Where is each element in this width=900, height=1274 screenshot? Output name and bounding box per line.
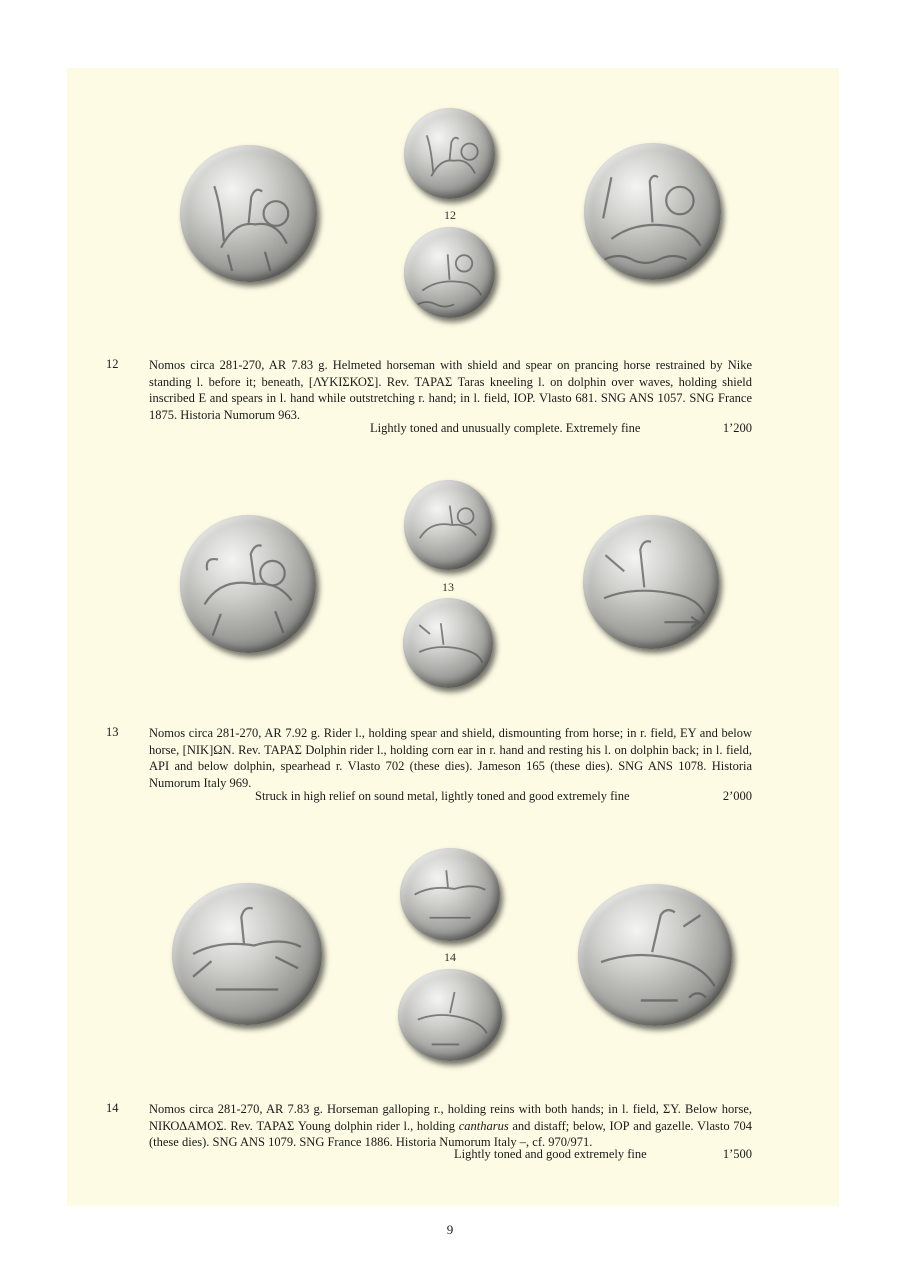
coin-14-obverse-large <box>172 883 322 1025</box>
page-number: 9 <box>446 1222 454 1237</box>
coin-12-label: 12 <box>444 208 456 222</box>
coin-13-label: 13 <box>442 580 454 594</box>
lot-14-desc-part2: and distaff; below, ΙΟΡ and gazelle. Vlasto 704 (these dies). SNG ANS 1079. SNG France 1886. Historia Numorum Italy –, cf. 970/971. <box>149 1118 752 1149</box>
coin-13-reverse-large <box>583 515 719 649</box>
lot-12-description <box>149 357 752 423</box>
coin-13-obverse-large <box>180 515 316 653</box>
coin-14-reverse-large <box>578 884 732 1026</box>
lot-12-number: 12 <box>106 357 119 371</box>
lot-14-description <box>149 1101 752 1151</box>
lot-14-desc-italic: cantharus <box>458 1118 509 1133</box>
lot-12-price: 1’200 <box>722 421 752 435</box>
lot-14-condition: Lightly toned and good extremely fine <box>454 1147 647 1161</box>
lot-13-number: 13 <box>106 725 119 739</box>
coin-14-obverse-small <box>400 848 500 941</box>
coin-12-reverse-small <box>404 227 495 318</box>
coin-13-reverse-small <box>403 598 493 688</box>
coin-12-reverse-large <box>584 143 721 280</box>
coin-14-reverse-small <box>398 969 502 1061</box>
lot-14-number: 14 <box>106 1101 119 1115</box>
lot-13-price: 2’000 <box>722 789 752 803</box>
lot-14-price: 1’500 <box>722 1147 752 1161</box>
lot-13-condition: Struck in high relief on sound metal, lightly toned and good extremely fine <box>255 789 630 803</box>
lot-12-description-text: Nomos circa 281-270, AR 7.83 g. Helmeted horseman with shield and spear on prancing horse restrained by Nike standing l. before it; beneath, [ΛΥΚΙΣΚΟΣ]. Rev. ΤΑΡΑΣ Taras kneeling l. on dolphin over waves, holding shield inscribed E and spears in l. hand while outstretching r. hand; in l. field, ΙΟΡ. Vlasto 681. SNG ANS 1057. SNG France 1875. Historia Numorum 963. <box>149 358 752 422</box>
coin-14-label: 14 <box>444 950 456 964</box>
lot-14-desc-part1: Nomos circa 281-270, AR 7.83 g. Horseman galloping r., holding reins with both hands; in l. field, ΣΥ. Below horse, ΝΙΚΟΔΑΜΟΣ. Rev. ΤΑΡΑΣ Young dolphin rider l., holding <box>149 1102 752 1133</box>
coin-12-obverse-small <box>404 108 495 199</box>
lot-13-description-text: Nomos circa 281-270, AR 7.92 g. Rider l., holding spear and shield, dismounting from horse; in r. field, EY and below horse, [ΝΙΚ]ΩΝ. Rev. ΤΑΡΑΣ Dolphin rider l., holding corn ear in r. hand and resting his l. on dolphin back; in l. field, ΑΡΙ and below dolphin, spearhead r. Vlasto 702 (these dies). Jameson 165 (these dies). SNG ANS 1078. Historia Numorum Italy 969. <box>149 726 752 790</box>
coin-13-obverse-small <box>404 480 492 570</box>
lot-12-condition: Lightly toned and unusually complete. Extremely fine <box>370 421 641 435</box>
coin-12-obverse-large <box>180 145 317 282</box>
lot-14-description-text <box>149 1101 752 1151</box>
lot-13-description <box>149 725 752 791</box>
